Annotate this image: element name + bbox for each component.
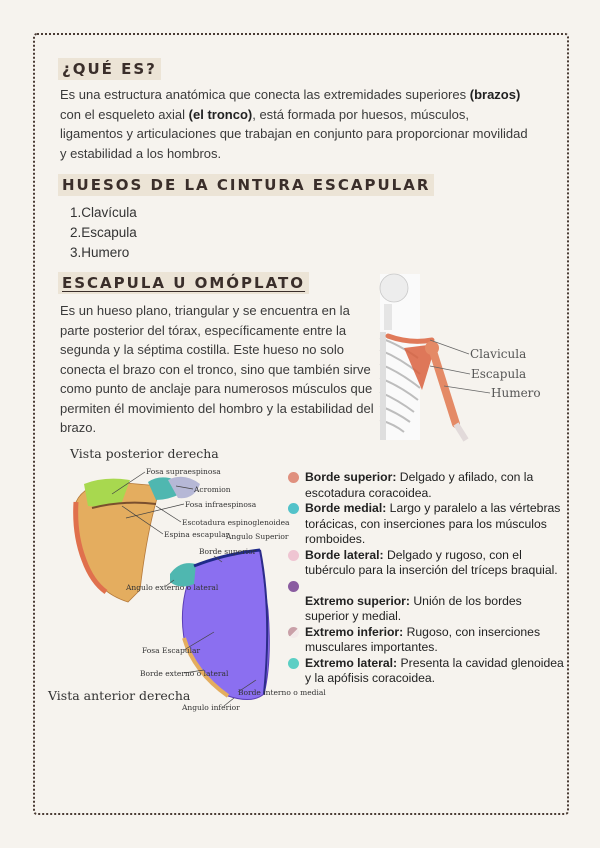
list-item: 3.Humero — [70, 245, 130, 260]
legend-dot-icon — [288, 550, 299, 561]
legend-term: Extremo inferior: — [305, 624, 404, 639]
que-es-text-3: , está formada por huesos, músculos, ligamentos y articulaciones que trabajan en conjunto para proporcionar movilidad y estabilidad a los hombros. — [60, 106, 528, 161]
que-es-paragraph — [60, 85, 530, 163]
legend-dot-icon — [288, 581, 299, 592]
label-borde-externo: Borde externo o lateral — [140, 669, 229, 678]
legend-text — [305, 470, 566, 501]
legend-item — [286, 579, 566, 592]
legend-desc: Rugoso, con inserciones musculares importantes. — [305, 624, 541, 654]
label-escapula: Escapula — [471, 367, 527, 381]
que-es-text-2: con el esqueleto axial — [60, 106, 189, 122]
legend-desc: Presenta la cavidad glenoidea y la apófisis coracoidea. — [305, 655, 564, 685]
list-item: 2.Escapula — [70, 225, 137, 240]
heading-que-es: ¿QUÉ ES? — [58, 58, 161, 80]
legend-term: Extremo superior: — [305, 593, 410, 608]
label-escotadura: Escotadura espinoglenoidea — [182, 518, 290, 527]
legend-dot-icon — [288, 627, 299, 638]
scapula-legend — [286, 470, 566, 687]
legend-desc: Delgado y rugoso, con el tubérculo para la inserción del tríceps braquial. — [305, 547, 558, 577]
label-angulo-lateral: Angulo externo o lateral — [126, 583, 219, 592]
escapula-paragraph: Es un hueso plano, triangular y se encuentra en la parte posterior del tórax, específicamente entre la segunda y la séptima costilla. Este hueso no solo conecta el brazo con el tronco, sino que también sirve como punto de anclaje para numerosos músculos que permiten él movimiento del hombro y la estabilidad del brazo. — [60, 303, 374, 435]
legend-dot-icon — [288, 503, 299, 514]
legend-item — [286, 656, 566, 687]
legend-text — [305, 625, 566, 656]
que-es-text-1: Es una estructura anatómica que conecta las extremidades superiores — [60, 87, 467, 102]
label-borde-interno: Borde interno o medial — [238, 688, 326, 697]
heading-escapula: ESCAPULA U OMÓPLATO — [58, 272, 309, 294]
legend-text — [305, 594, 566, 625]
label-humero: Humero — [491, 386, 541, 400]
legend-desc: Delgado y afilado, con la escotadura coracoidea. — [305, 470, 534, 500]
legend-item — [286, 470, 566, 501]
legend-text — [305, 501, 566, 548]
label-angulo-superior: Angulo Superior — [226, 532, 289, 541]
label-angulo-inferior: Angulo inferior — [182, 703, 240, 712]
legend-item — [286, 594, 566, 625]
legend-dot-icon — [288, 596, 299, 607]
legend-dot-icon — [288, 472, 299, 483]
label-espina-escapular: Espina escapular — [164, 530, 230, 539]
legend-term: Extremo lateral: — [305, 655, 398, 670]
legend-text — [305, 656, 566, 687]
list-item: 1.Clavícula — [70, 205, 137, 220]
legend-desc: Unión de los bordes superior y medial. — [305, 593, 522, 623]
legend-term: Borde lateral: — [305, 547, 384, 562]
bones-list — [70, 203, 137, 263]
que-es-bold-2: (el tronco) — [188, 106, 253, 122]
legend-term: Borde superior: — [305, 470, 397, 484]
heading-huesos: HUESOS DE LA CINTURA ESCAPULAR — [58, 174, 434, 196]
legend-text — [305, 548, 566, 579]
legend-item — [286, 548, 566, 579]
legend-term: Borde medial: — [305, 501, 387, 515]
legend-item — [286, 501, 566, 548]
que-es-bold-1: (brazos) — [469, 87, 521, 102]
label-fosa-escapular: Fosa Escapular — [142, 646, 201, 655]
title-vista-anterior: Vista anterior derecha — [48, 688, 191, 703]
label-fosa-infraespinosa: Fosa infraespinosa — [185, 500, 257, 509]
label-acromion: Acromion — [194, 485, 231, 494]
label-fosa-supraespinosa: Fosa supraespinosa — [146, 467, 221, 476]
label-borde-superior: Borde superior — [199, 547, 257, 556]
title-vista-posterior: Vista posterior derecha — [70, 446, 219, 461]
legend-item — [286, 625, 566, 656]
scapula-diagram — [44, 442, 326, 718]
skeleton-shoulder-illustration — [374, 274, 554, 440]
label-clavicula: Clavicula — [470, 347, 527, 361]
legend-dot-icon — [288, 658, 299, 669]
legend-desc: Largo y paralelo a las vértebras torácicas, con inserciones para los músculos romboides. — [305, 501, 561, 546]
